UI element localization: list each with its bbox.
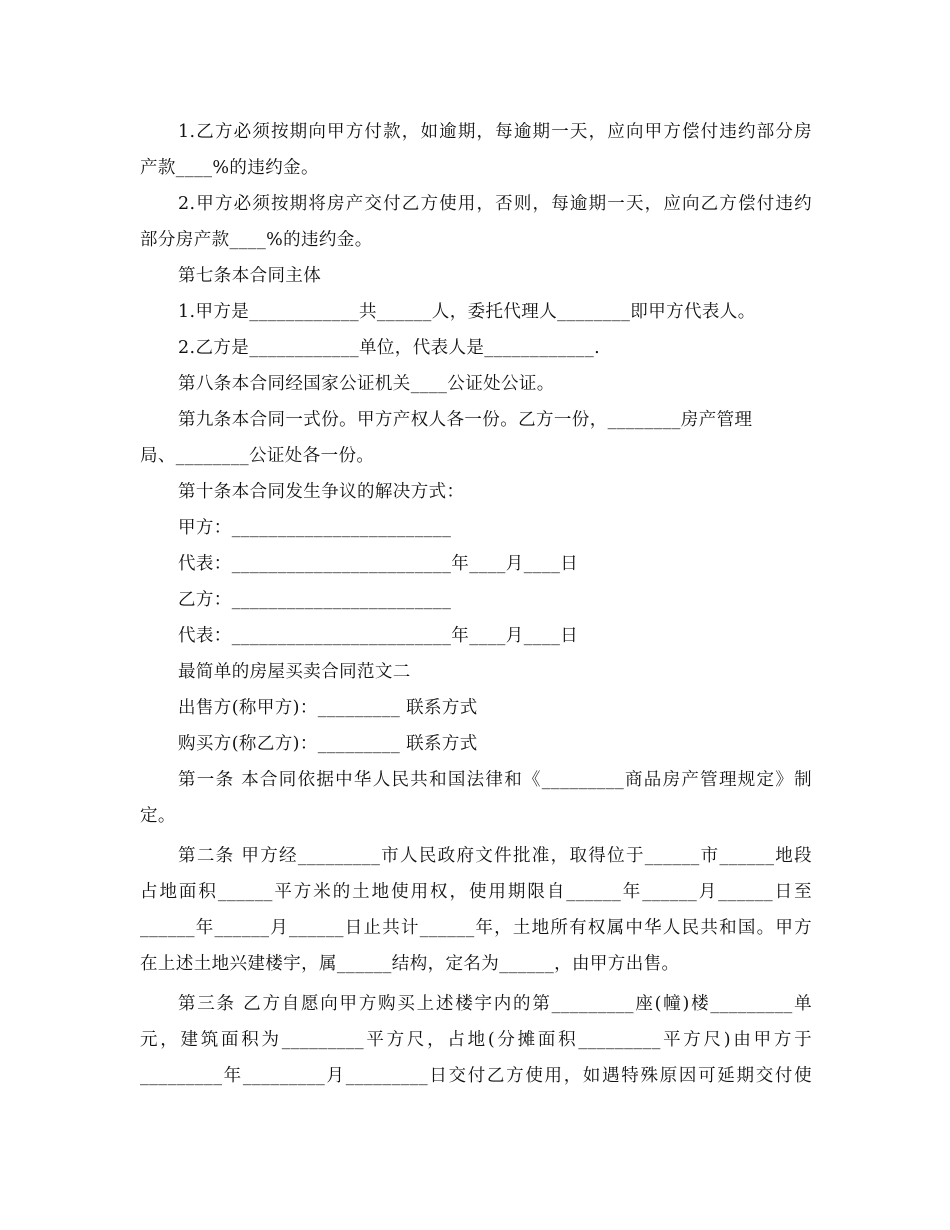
document-subtitle: 最简单的房屋买卖合同范文二 xyxy=(178,662,411,682)
text-line: 占地面积______平方米的土地使用权，使用期限自______年______月______日至 xyxy=(140,882,812,902)
text-line: 部分房产款____%的违约金。 xyxy=(140,230,373,250)
text-line: 1.乙方必须按期向甲方付款，如逾期，每逾期一天，应向甲方偿付违约部分房 xyxy=(178,122,812,142)
section-heading: 第八条本合同经国家公证机关____公证处公证。 xyxy=(178,374,555,394)
signature-line-party-b: 乙方：________________________ xyxy=(178,590,452,610)
text-line: 第一条 本合同依据中华人民共和国法律和《_________商品房产管理规定》制 xyxy=(178,770,812,790)
buyer-line: 购买方(称乙方)：_________ 联系方式 xyxy=(178,734,478,754)
contract-text xyxy=(140,114,812,1094)
text-line: 2.乙方是____________单位，代表人是____________. xyxy=(178,338,601,358)
seller-line: 出售方(称甲方)：_________ 联系方式 xyxy=(178,698,478,718)
text-line: 第二条 甲方经_________市人民政府文件批准，取得位于______市______地段 xyxy=(178,846,812,866)
signature-line-representative-a: 代表：________________________年____月____日 xyxy=(178,554,579,574)
text-line: 元，建筑面积为_________平方尺，占地(分摊面积_________平方尺)由甲方于 xyxy=(140,1030,812,1050)
text-line: 产款____%的违约金。 xyxy=(140,158,319,178)
signature-line-representative-b: 代表：________________________年____月____日 xyxy=(178,626,579,646)
text-line: 在上述土地兴建楼宇，属______结构，定名为______，由甲方出售。 xyxy=(140,954,680,974)
text-line: 1.甲方是____________共______人，委托代理人________即甲方代表人。 xyxy=(178,302,756,322)
signature-line-party-a: 甲方：________________________ xyxy=(178,518,452,538)
text-line: ______年______月______日止共计______年，土地所有权属中华人民共和国。甲方 xyxy=(140,918,812,938)
text-line: 定。 xyxy=(140,806,176,826)
text-line: _________年_________月_________日交付乙方使用，如遇特殊原因可延期交付使 xyxy=(140,1066,812,1086)
section-heading: 第七条本合同主体 xyxy=(178,266,322,286)
text-line: 2.甲方必须按期将房产交付乙方使用，否则，每逾期一天，应向乙方偿付违约 xyxy=(178,194,812,214)
text-line: 局、________公证处各一份。 xyxy=(140,446,375,466)
text-line: 第三条 乙方自愿向甲方购买上述楼宇内的第_________座(幢)楼_________单 xyxy=(178,994,812,1014)
text-line: 第九条本合同一式份。甲方产权人各一份。乙方一份，________房产管理 xyxy=(178,410,753,430)
section-heading: 第十条本合同发生争议的解决方式： xyxy=(178,482,465,502)
